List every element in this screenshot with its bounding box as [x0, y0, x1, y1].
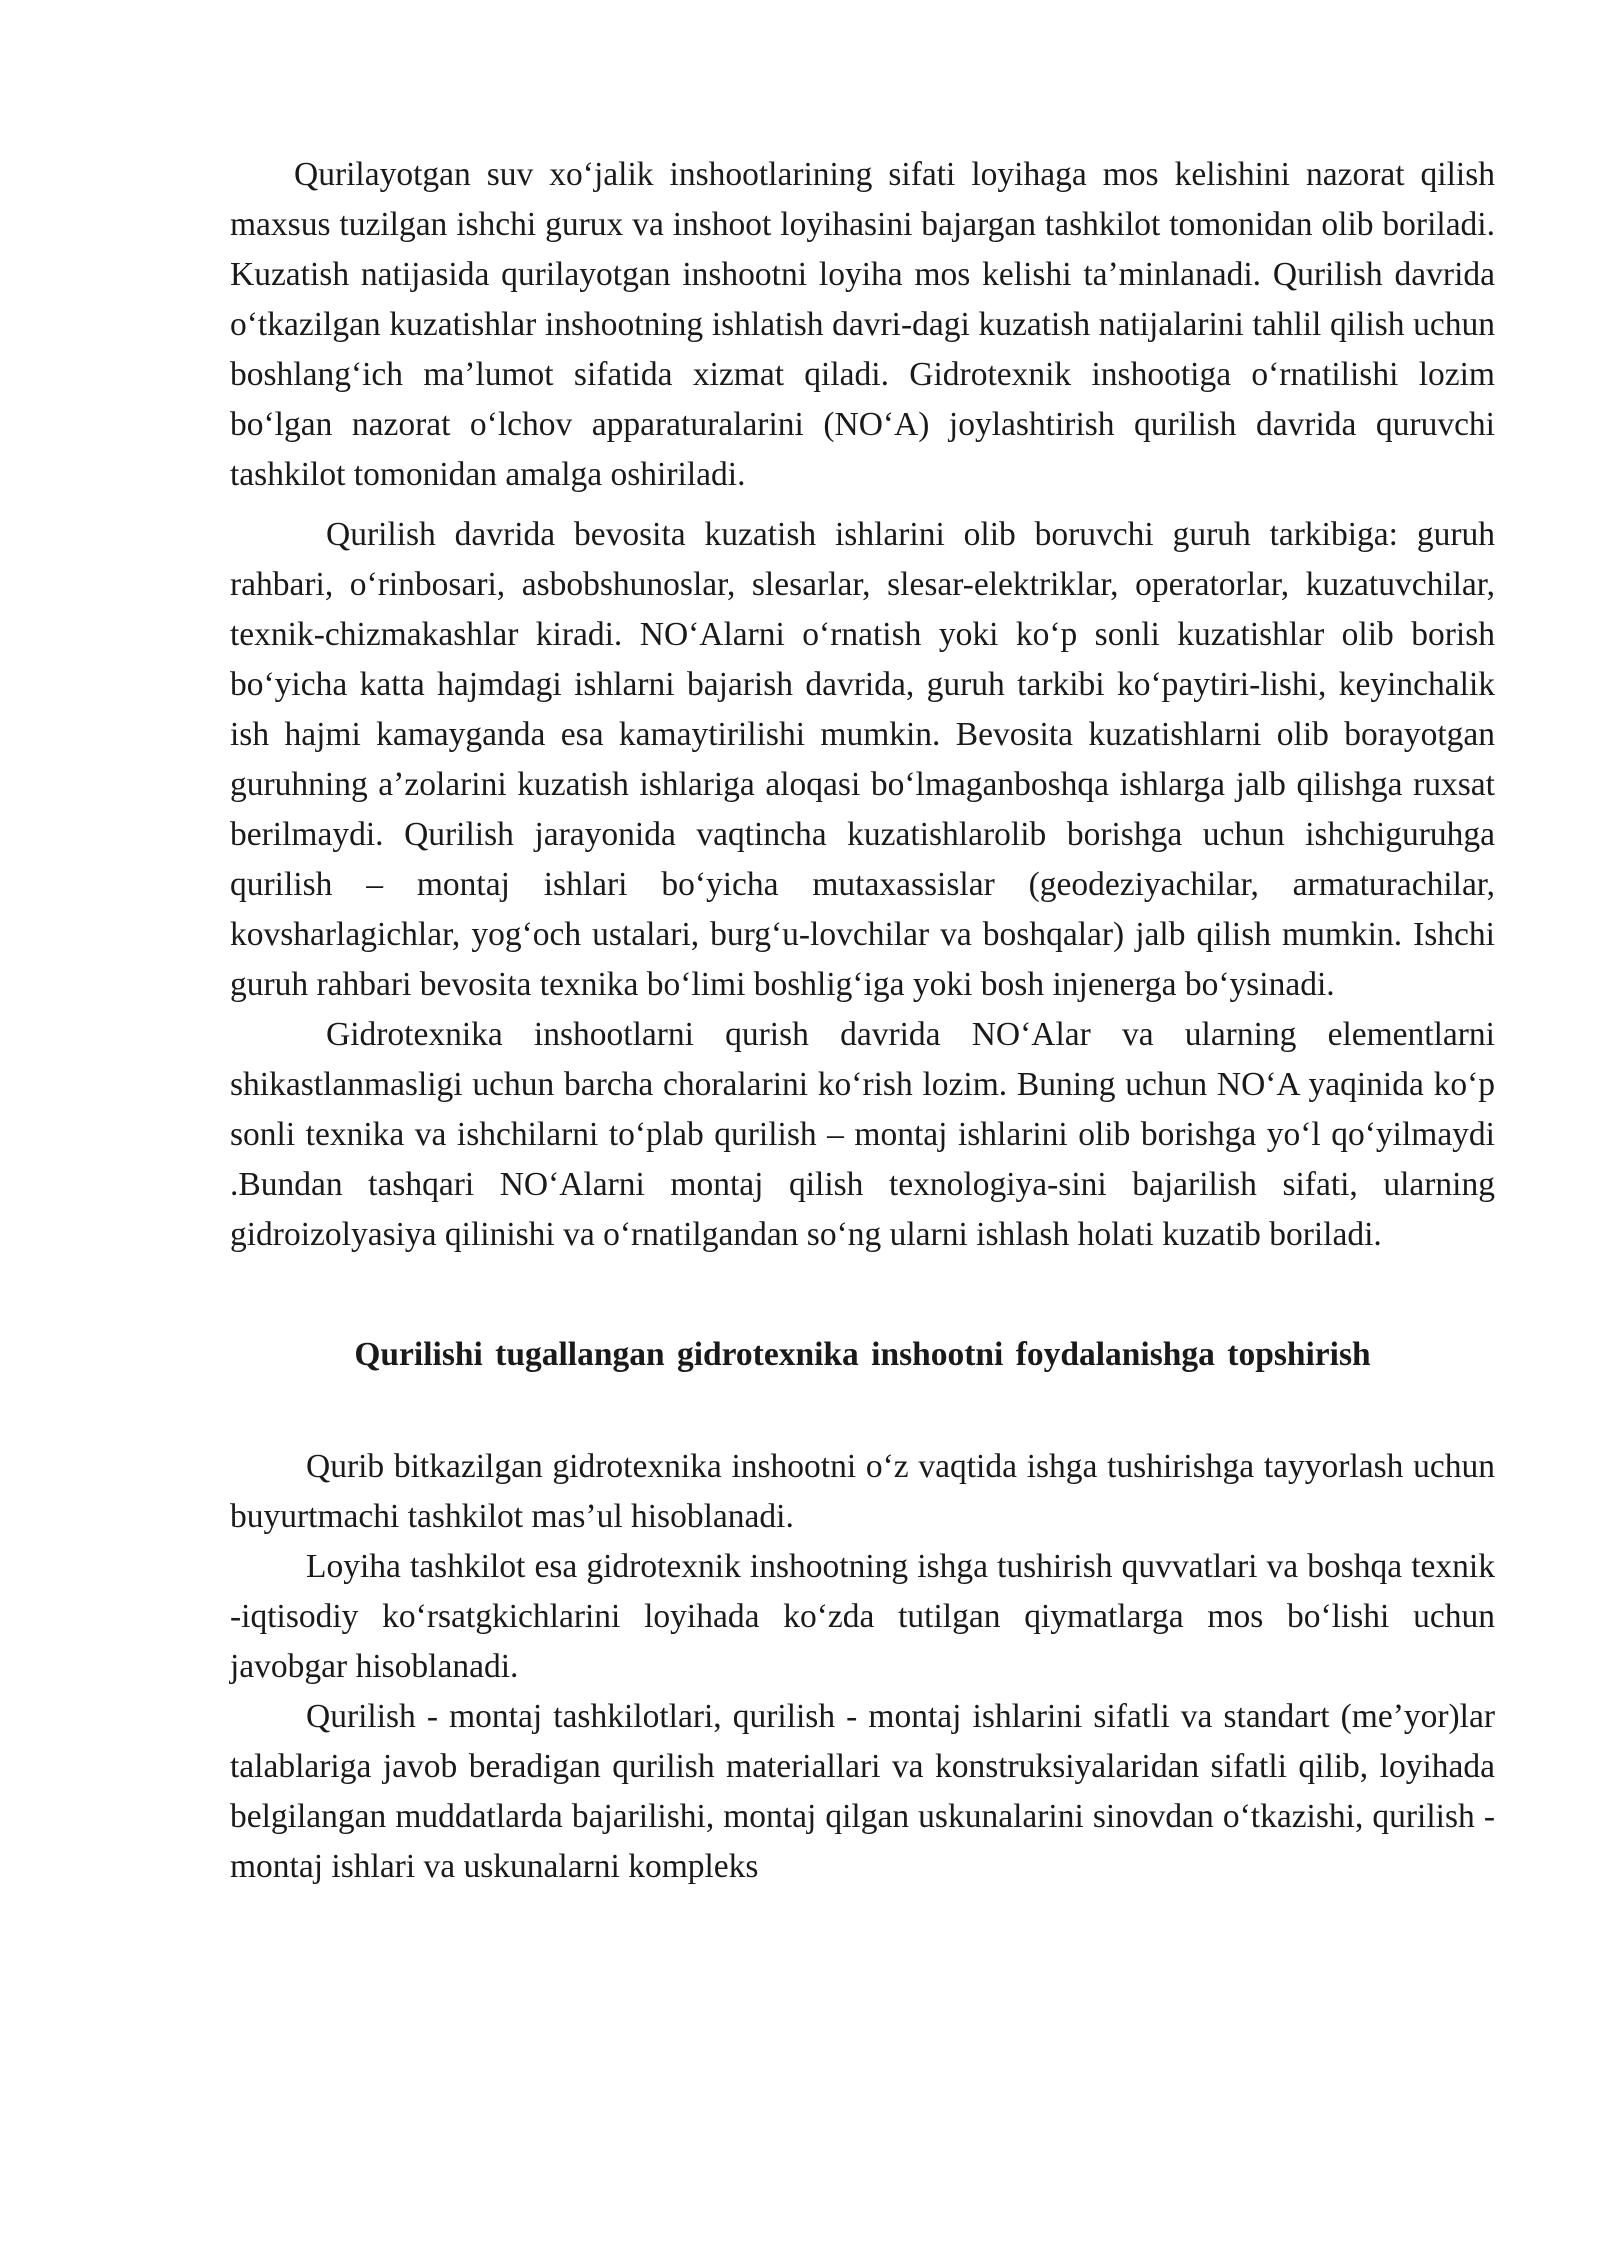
paragraph-customer-responsibility: Qurib bitkazilgan gidrotexnika inshootni oʻz vaqtida ishga tushirishga tayyorlash uchun buyurtmachi tashkilot masʼul hisoblanadi.: [230, 1448, 1495, 1535]
paragraph-design-organization: Loyiha tashkilot esa gidrotexnik inshootning ishga tushirish quvvatlari va boshqa texnik -iqtisodiy koʻrsatgkichlarini loyihada koʻzda tutilgan qiymatlarga mos boʻlishi uchun javobgar hisoblanadi.: [230, 1548, 1495, 1685]
paragraph-noa-protection: Gidrotexnika inshootlarni qurish davrida NOʻAlar va ularning elementlarni shikastlanmasligi uchun barcha choralarini koʻrish lozim. Buning uchun NOʻA yaqinida koʻp sonli texnika va ishchilarni toʻplab qurilish – montaj ishlarini olib borishga yoʻl qoʻyilmaydi .Bundan tashqari NOʻAlarni montaj qilish texnologiya-sini bajarilish sifati, ularning gidroizolyasiya qilinishi va oʻrnatilgandan soʻng ularni ishlash holati kuzatib boriladi.: [230, 1016, 1495, 1253]
paragraph-construction-organizations: Qurilish - montaj tashkilotlari, qurilish - montaj ishlarini sifatli va standart (meʼyor)lar talablariga javob beradigan qurilish materiallari va konstruksiyalaridan sifatli qilib, loyihada belgilangan muddatlarda bajarilishi, montaj qilgan uskunalarini sinovdan oʻtkazishi, qurilish -montaj ishlari va uskunalarni kompleks: [230, 1698, 1495, 1885]
paragraph-observation-group: Qurilish davrida bevosita kuzatish ishlarini olib boruvchi guruh tarkibiga: guruh rahbari, oʻrinbosari, asbobshunoslar, slesarlar, slesar-elektriklar, operatorlar, kuzatuvchilar, texnik-chizmakashlar kiradi. NOʻAlarni oʻrnatish yoki koʻp sonli kuzatishlar olib borish boʻyicha katta hajmdagi ishlarni bajarish davrida, guruh tarkibi koʻpaytiri-lishi, keyinchalik ish hajmi kamayganda esa kamaytirilishi mumkin. Bevosita kuzatishlarni olib borayotgan guruhning aʼzolarini kuzatish ishlariga aloqasi boʻlmaganboshqa ishlarga jalb qilishga ruxsat berilmaydi. Qurilish jarayonida vaqtincha kuzatishlarolib borishga uchun ishchiguruhga qurilish – montaj ishlari boʻyicha mutaxassislar (geodeziyachilar, armaturachilar, kovsharlagichlar, yogʻoch ustalari, burgʻu-lovchilar va boshqalar) jalb qilish mumkin. Ishchi guruh rahbari bevosita texnika boʻlimi boshligʻiga yoki bosh injenerga boʻysinadi.: [230, 516, 1495, 1003]
document-page: [230, 150, 1495, 1892]
section-heading: Qurilishi tugallangan gidrotexnika inshootni foydalanishga topshirish: [354, 1336, 1371, 1373]
paragraph-quality-control: Qurilayotgan suv xoʻjalik inshootlarining sifati loyihaga mos kelishini nazorat qilish maxsus tuzilgan ishchi gurux va inshoot loyihasini bajargan tashkilot tomonidan olib boriladi. Kuzatish natijasida qurilayotgan inshootni loyiha mos kelishi taʼminlanadi. Qurilish davrida oʻtkazilgan kuzatishlar inshootning ishlatish davri-dagi kuzatish natijalarini tahlil qilish uchun boshlangʻich maʼlumot sifatida xizmat qiladi. Gidrotexnik inshootiga oʻrnatilishi lozim boʻlgan nazorat oʻlchov apparaturalarini (NOʻA) joylashtirish qurilish davrida quruvchi tashkilot tomonidan amalga oshiriladi.: [230, 156, 1495, 493]
